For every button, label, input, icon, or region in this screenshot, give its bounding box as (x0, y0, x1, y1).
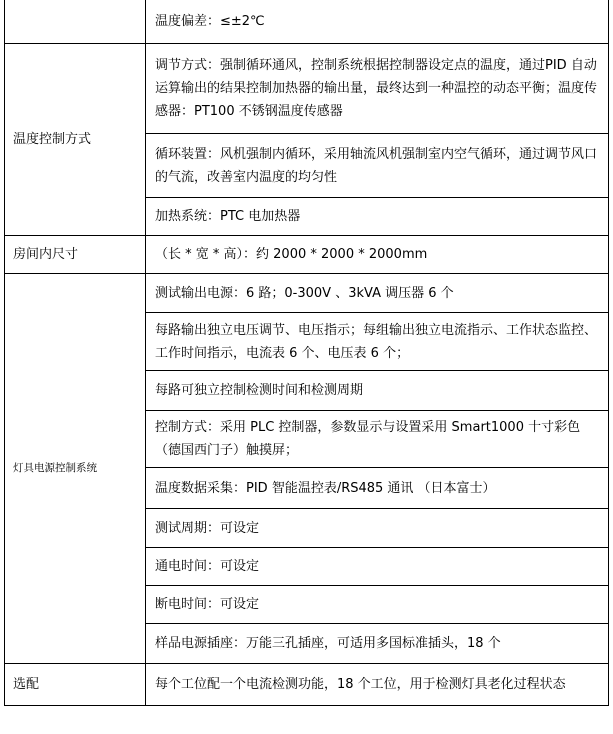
row-label: 温度控制方式 (5, 44, 146, 236)
spec-cell: 温度数据采集：PID 智能温控表/RS485 通讯 （日本富士） (146, 468, 609, 509)
spec-cell: 每路输出独立电压调节、电压指示；每组输出独立电流指示、工作状态监控、工作时间指示，电流表 6 个、电压表 6 个； (146, 313, 609, 371)
table-row (5, 0, 609, 44)
table-row (5, 44, 609, 134)
spec-cell: 每路可独立控制检测时间和检测周期 (146, 371, 609, 411)
spec-cell: 控制方式：采用 PLC 控制器，参数显示与设置采用 Smart1000 十寸彩色（德国西门子）触摸屏； (146, 411, 609, 468)
row-label (5, 0, 146, 44)
table-row (5, 236, 609, 274)
table-row (5, 274, 609, 313)
spec-table (4, 0, 609, 706)
spec-cell: （长 * 宽 * 高）：约 2000 * 2000 * 2000mm (146, 236, 609, 274)
spec-cell: 测试周期：可设定 (146, 509, 609, 548)
spec-cell: 加热系统：PTC 电加热器 (146, 198, 609, 236)
spec-cell: 温度偏差：≤±2℃ (146, 0, 609, 44)
spec-cell: 断电时间：可设定 (146, 586, 609, 624)
row-label: 房间内尺寸 (5, 236, 146, 274)
row-label: 选配 (5, 664, 146, 706)
spec-cell: 测试输出电源：6 路；0-300V 、3kVA 调压器 6 个 (146, 274, 609, 313)
spec-cell: 调节方式：强制循环通风，控制系统根据控制器设定点的温度，通过PID 自动运算输出的结果控制加热器的输出量，最终达到一种温控的动态平衡；温度传感器：PT100 不锈钢温度传感器 (146, 44, 609, 134)
spec-cell: 样品电源插座：万能三孔插座，可适用多国标准插头，18 个 (146, 624, 609, 664)
table-row (5, 664, 609, 706)
spec-cell: 通电时间：可设定 (146, 548, 609, 586)
spec-cell: 每个工位配一个电流检测功能，18 个工位，用于检测灯具老化过程状态 (146, 664, 609, 706)
row-label: 灯具电源控制系统 (5, 274, 146, 664)
spec-cell: 循环装置：风机强制内循环，采用轴流风机强制室内空气循环，通过调节风口的气流，改善室内温度的均匀性 (146, 134, 609, 198)
